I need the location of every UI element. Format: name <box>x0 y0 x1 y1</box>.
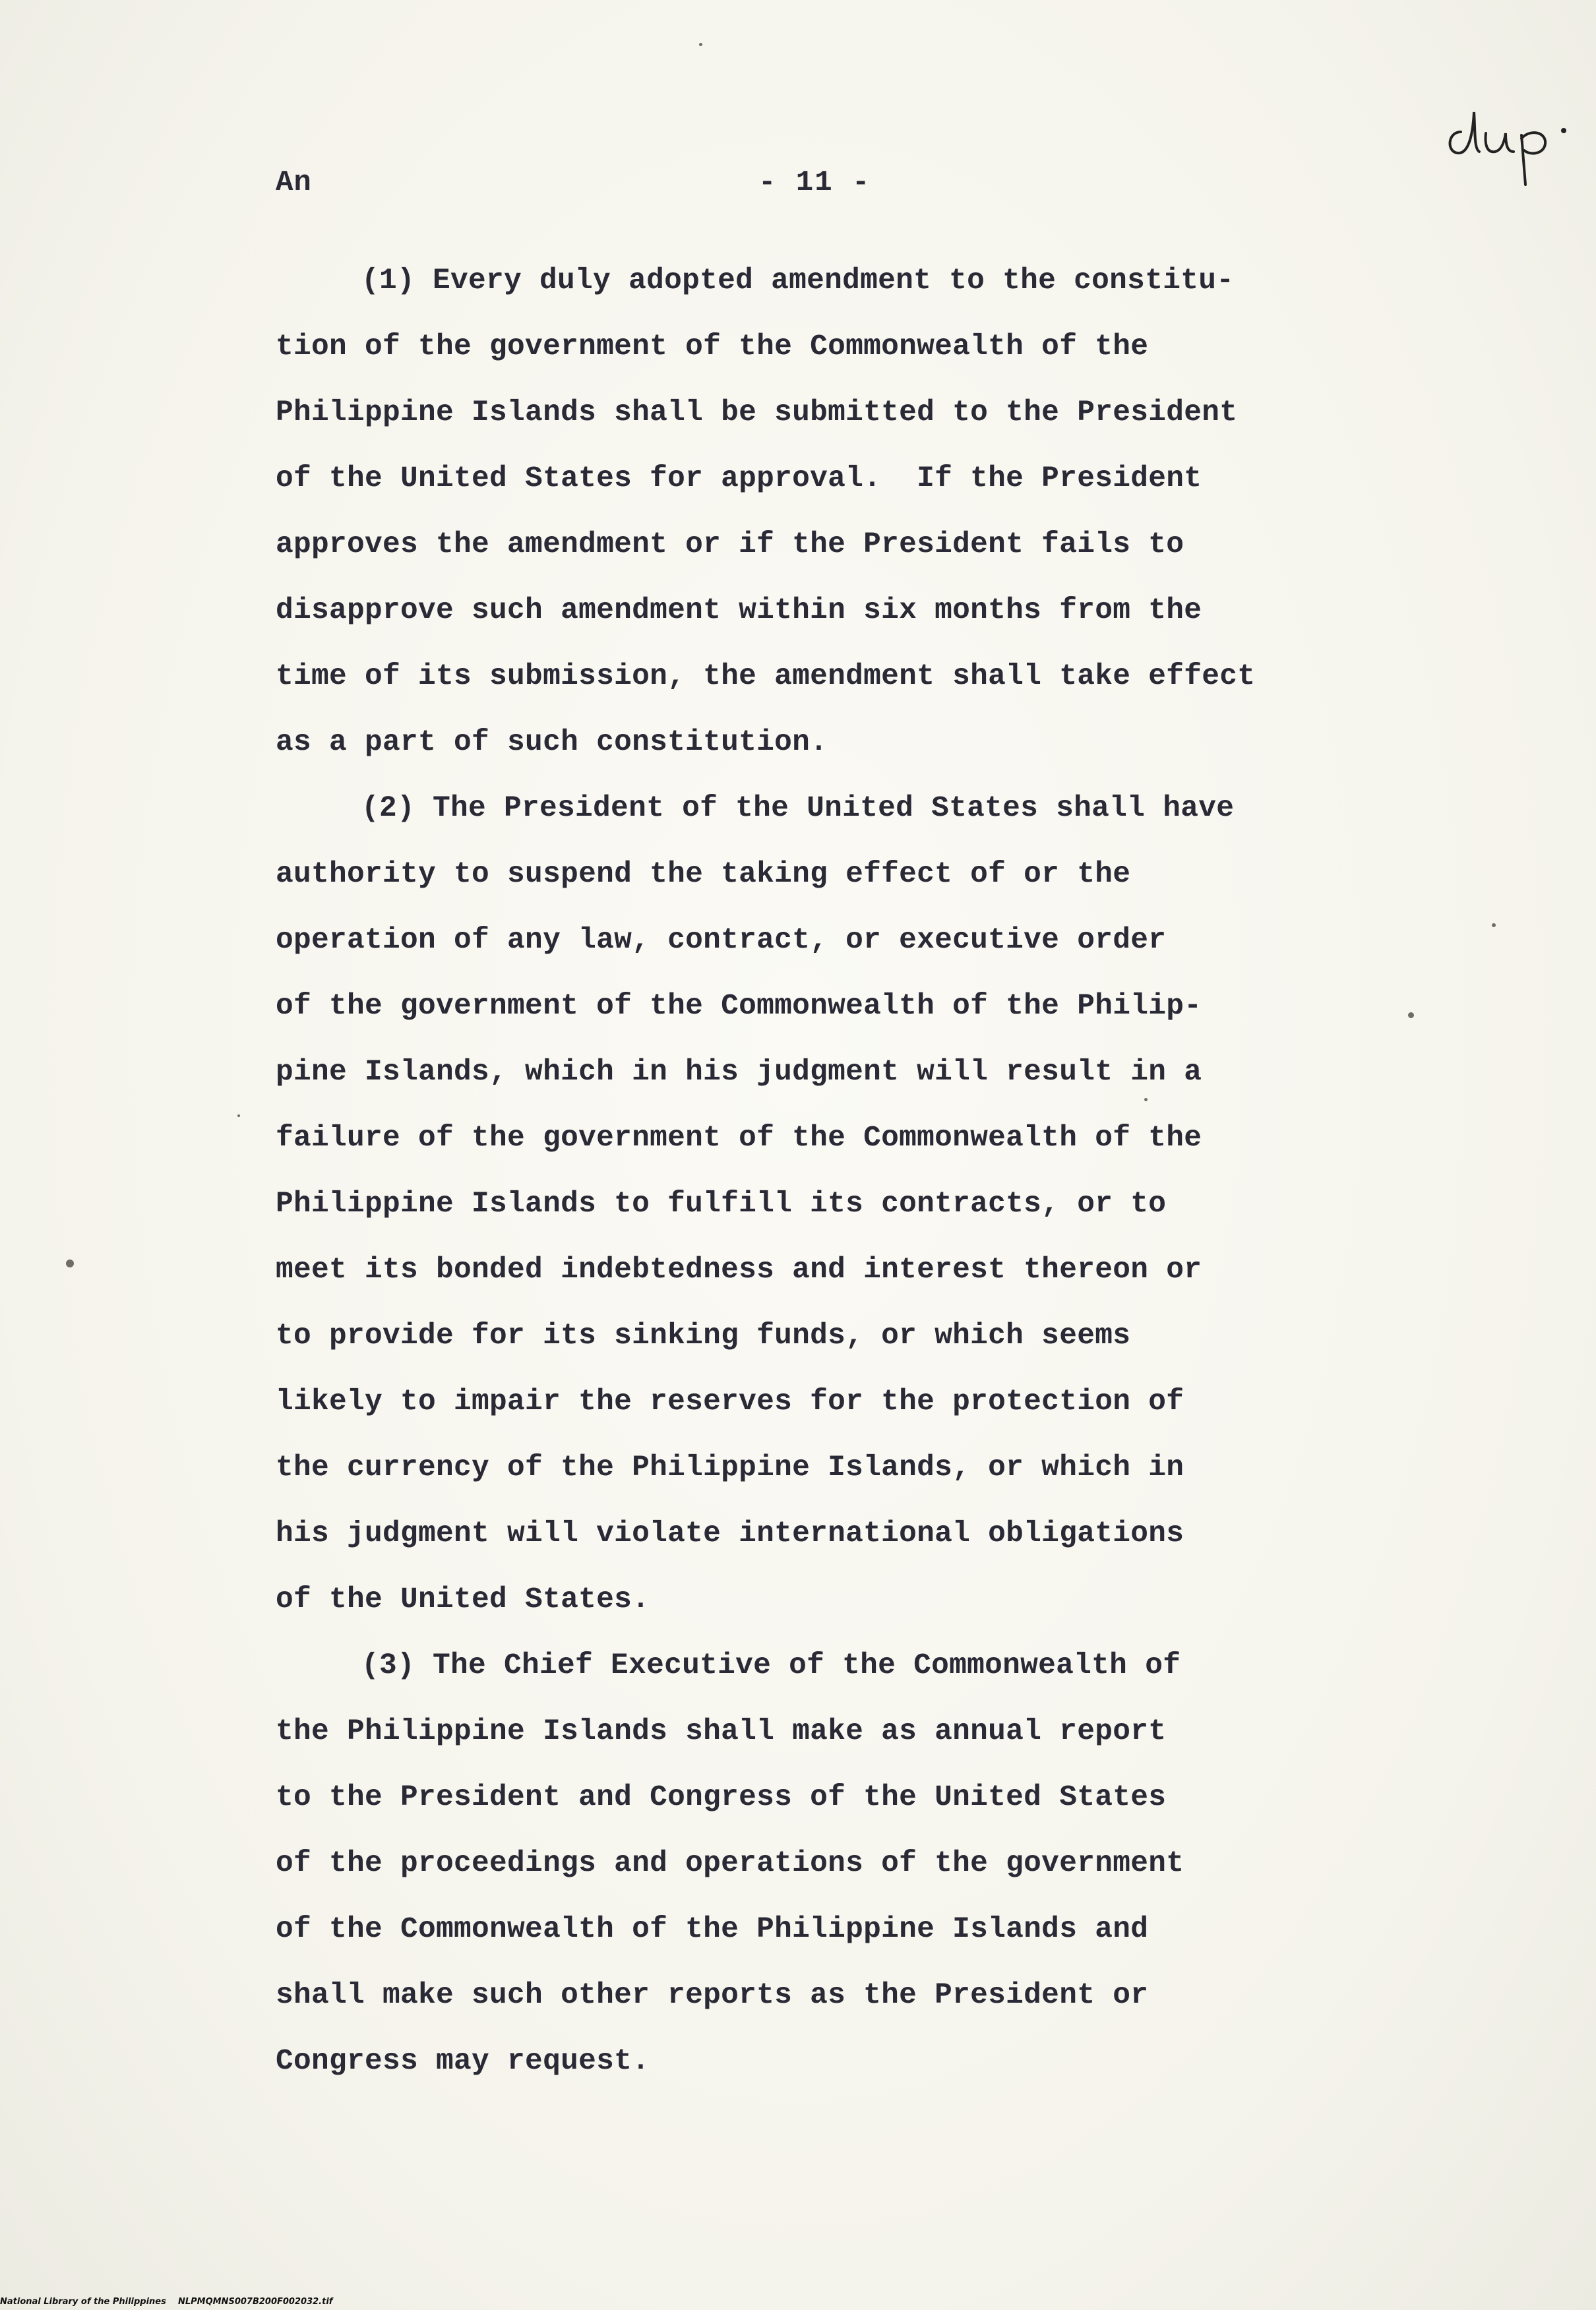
paragraph-2-line-13: of the United States. <box>276 1583 650 1616</box>
paragraph-3-line-1: (3) The Chief Executive of the Commonwealth of <box>361 1649 1181 1682</box>
paragraph-1-line-7: time of its submission, the amendment shall take effect <box>276 660 1256 693</box>
archive-footer <box>0 2297 332 2307</box>
paragraph-1-line-1: (1) Every duly adopted amendment to the constitu- <box>361 264 1235 297</box>
paragraph-2-line-7: Philippine Islands to fulfill its contracts, or to <box>276 1188 1167 1221</box>
paragraph-2-line-10: likely to impair the reserves for the protection of <box>276 1385 1184 1418</box>
paragraph-2-line-8: meet its bonded indebtedness and interest thereon or <box>276 1254 1202 1287</box>
paragraph-3-line-7: Congress may request. <box>276 2045 650 2078</box>
paragraph-2-line-2: authority to suspend the taking effect of or the <box>276 858 1131 891</box>
paragraph-2-line-9: to provide for its sinking funds, or which seems <box>276 1320 1131 1353</box>
archive-file-id: NLPMQMNS007B200F002032.tif <box>177 2297 333 2307</box>
paragraph-2-line-12: his judgment will violate international obligations <box>276 1517 1184 1550</box>
paper-speck <box>1408 1012 1414 1018</box>
paper-speck <box>699 43 702 46</box>
paragraph-3-line-6: shall make such other reports as the President or <box>276 1979 1149 2012</box>
page-number: - 11 - <box>758 166 871 199</box>
paragraph-1-line-2: tion of the government of the Commonwealth of the <box>276 330 1149 363</box>
handwritten-dup-mark <box>1441 86 1580 191</box>
paper-speck <box>1144 1098 1148 1101</box>
paragraph-2-line-4: of the government of the Commonwealth of the Philip- <box>276 990 1202 1023</box>
paragraph-3-line-4: of the proceedings and operations of the government <box>276 1847 1184 1880</box>
paper-speck <box>1492 923 1496 927</box>
paragraph-1-line-3: Philippine Islands shall be submitted to the President <box>276 396 1238 429</box>
paragraph-1-line-6: disapprove such amendment within six months from the <box>276 594 1202 627</box>
archive-source: National Library of the Philippines <box>0 2297 166 2307</box>
paragraph-1-line-8: as a part of such constitution. <box>276 726 828 759</box>
paragraph-2-line-1: (2) The President of the United States shall have <box>361 792 1235 825</box>
paragraph-2-line-3: operation of any law, contract, or executive order <box>276 924 1167 957</box>
paragraph-2-line-11: the currency of the Philippine Islands, or which in <box>276 1451 1184 1484</box>
paper-speck <box>237 1114 240 1117</box>
paper-speck <box>66 1260 74 1267</box>
paragraph-3-line-2: the Philippine Islands shall make as annual report <box>276 1715 1167 1748</box>
handwritten-annotation <box>1441 86 1580 191</box>
paragraph-2-line-6: failure of the government of the Commonwealth of the <box>276 1122 1202 1155</box>
paragraph-1-line-5: approves the amendment or if the President fails to <box>276 528 1184 561</box>
paragraph-3-line-5: of the Commonwealth of the Philippine Islands and <box>276 1913 1149 1946</box>
paragraph-3-line-3: to the President and Congress of the United States <box>276 1781 1167 1814</box>
header-initials: An <box>276 166 312 199</box>
paragraph-2-line-5: pine Islands, which in his judgment will result in a <box>276 1056 1202 1089</box>
paragraph-1-line-4: of the United States for approval. If the President <box>276 462 1202 495</box>
